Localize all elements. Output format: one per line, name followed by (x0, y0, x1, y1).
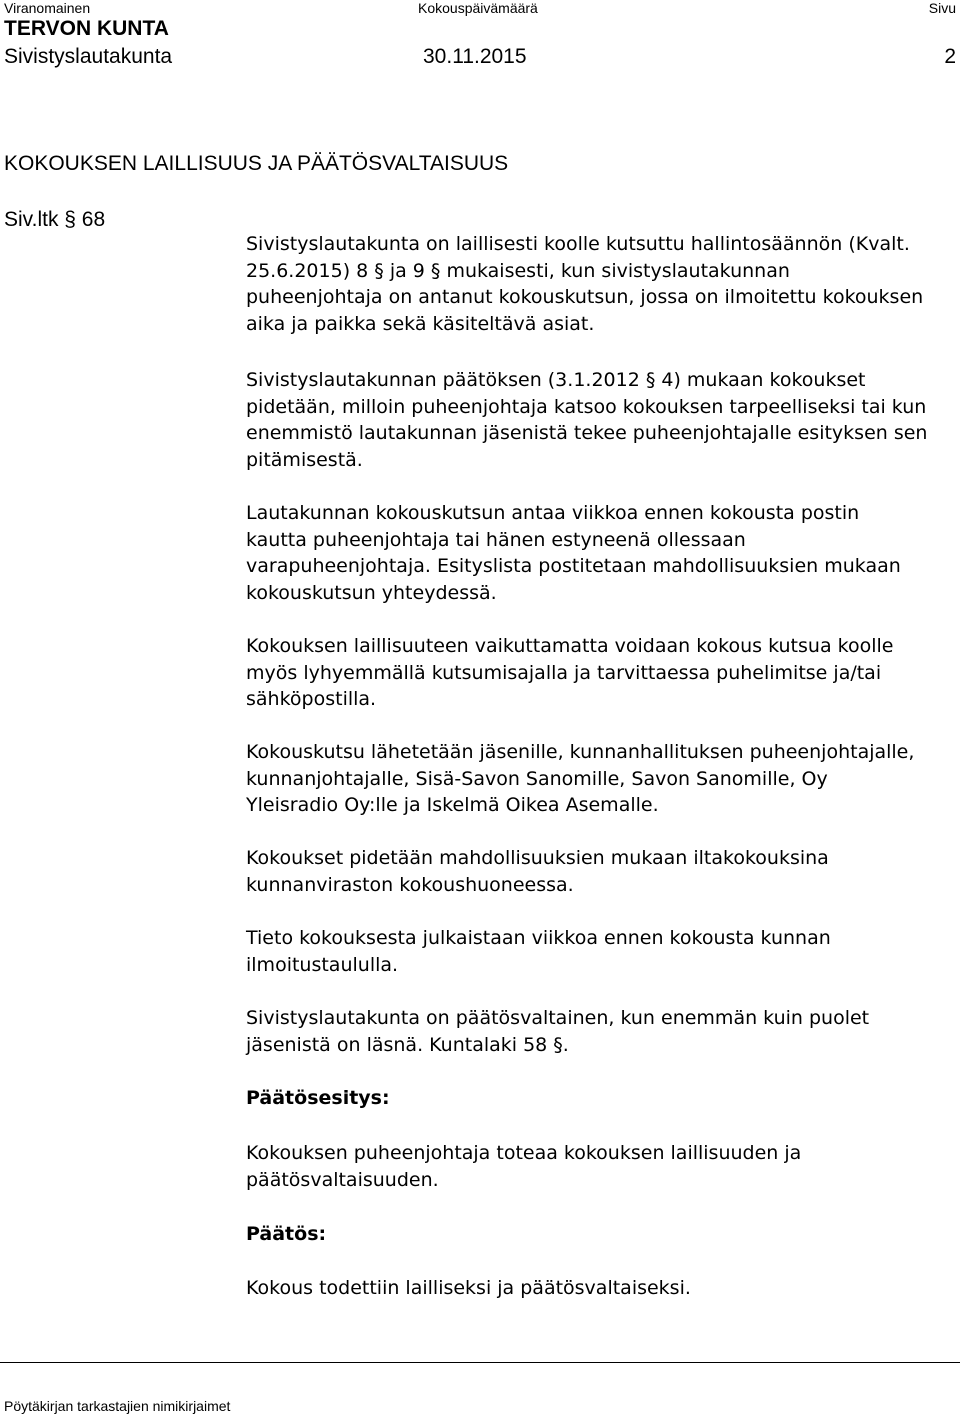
paragraph-recipients: Kokouskutsu lähetetään jäsenille, kunnanhallituksen puheenjohtajalle, kunnanjohtajalle, Sisä-Savon Sanomille, Savon Sanomille, Oy Yleisradio Oy:lle ja Iskelmä Oikea Asemalle. (246, 741, 915, 816)
page-label: Sivu (928, 0, 956, 16)
decision-label: Päätös: (246, 1223, 327, 1245)
paragraph-quorum: Sivistyslautakunta on päätösvaltainen, kun enemmän kuin puolet jäsenistä on läsnä. Kuntalaki 58 §. (246, 1007, 870, 1056)
authority-label: Viranomainen (4, 0, 91, 16)
footer-initials-label: Pöytäkirjan tarkastajien nimikirjaimet (4, 1398, 231, 1414)
meeting-date-label: Kokouspäivämäärä (418, 0, 538, 16)
paragraph-legality: Sivistyslautakunta on laillisesti koolle kutsuttu hallintosäännön (Kvalt. 25.6.2015) 8 § ja 9 § mukaisesti, kun sivistyslautakunnan puheenjohtaja on antanut kokouskutsun, jossa on ilmoitettu kokouksen aika ja paikka sekä käsiteltävä asiat. (246, 233, 924, 335)
organization-name: TERVON KUNTA (4, 17, 169, 40)
decision-text: Kokous todettiin lailliseksi ja päätösvaltaiseksi. (246, 1277, 691, 1299)
paragraph-evening-meetings: Kokoukset pidetään mahdollisuuksien mukaan iltakokouksina kunnanviraston kokoushuoneessa. (246, 847, 829, 896)
paragraph-public-notice: Tieto kokouksesta julkaistaan viikkoa ennen kokousta kunnan ilmoitustaululla. (246, 927, 831, 976)
proposal-text: Kokouksen puheenjohtaja toteaa kokouksen laillisuuden ja päätösvaltaisuuden. (246, 1142, 802, 1191)
paragraph-short-notice: Kokouksen laillisuuteen vaikuttamatta voidaan kokous kutsua koolle myös lyhyemmällä kutsumisajalla ja tarvittaessa puhelimitse ja/tai sähköpostilla. (246, 635, 894, 710)
committee-name: Sivistyslautakunta (4, 45, 173, 68)
proposal-label: Päätösesitys: (246, 1087, 390, 1109)
page-number: 2 (944, 45, 956, 68)
paragraph-meeting-schedule: Sivistyslautakunnan päätöksen (3.1.2012 § 4) mukaan kokoukset pidetään, milloin puheenjohtaja katsoo kokouksen tarpeelliseksi tai kun enemmistö lautakunnan jäsenistä tekee puheenjohtajalle esityksen sen pitämisestä. (246, 369, 928, 471)
meeting-date: 30.11.2015 (423, 45, 527, 68)
section-title: KOKOUKSEN LAILLISUUS JA PÄÄTÖSVALTAISUUS (4, 152, 509, 175)
paragraph-invitation: Lautakunnan kokouskutsun antaa viikkoa ennen kokousta postin kautta puheenjohtaja tai hänen estyneenä ollessaan varapuheenjohtaja. Esityslista postitetaan mahdollisuuksien mukaan kokouskutsun yhteydessä. (246, 502, 901, 604)
footer-divider (0, 1362, 960, 1363)
item-number: Siv.ltk § 68 (4, 208, 106, 231)
